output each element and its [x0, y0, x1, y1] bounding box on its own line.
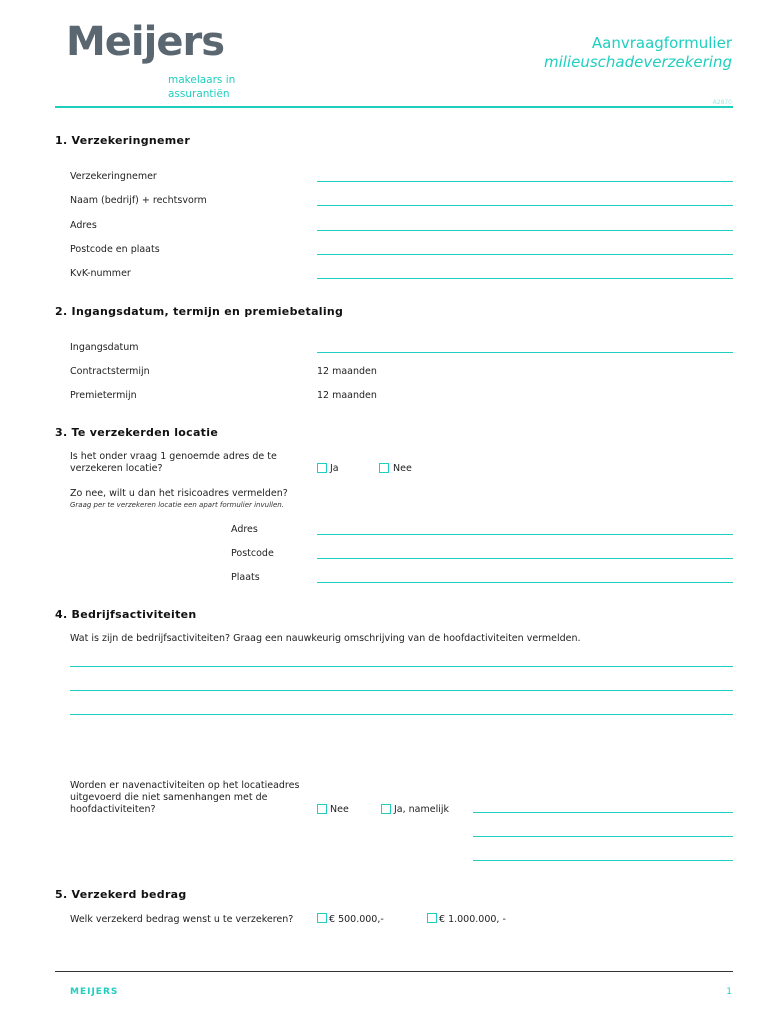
input-verzekeringnemer[interactable]	[317, 181, 733, 182]
field-label-postcode-plaats: Postcode en plaats	[70, 244, 160, 255]
hint-apart-formulier: Graag per te verzekeren locatie een apart formulier invullen.	[70, 501, 284, 509]
checkbox-neven-ja[interactable]	[381, 804, 391, 814]
input-activiteiten-line-1[interactable]	[70, 666, 733, 667]
question-locatie-line-1: Is het onder vraag 1 genoemde adres de te	[70, 451, 277, 462]
form-subtitle: milieuschadeverzekering	[543, 53, 732, 71]
checkbox-500000-label: € 500.000,-	[329, 914, 384, 925]
logo-tagline-line-2: assurantiën	[168, 88, 230, 100]
footer-brand: MEIJERS	[70, 987, 119, 997]
page-number: 1	[726, 987, 732, 997]
checkbox-ja[interactable]	[317, 463, 327, 473]
field-label-adres: Adres	[70, 220, 97, 231]
checkbox-neven-nee[interactable]	[317, 804, 327, 814]
checkbox-1000000-label: € 1.000.000, -	[439, 914, 506, 925]
field-label-risico-adres: Adres	[231, 524, 258, 535]
field-label-risico-postcode: Postcode	[231, 548, 274, 559]
input-activiteiten-line-2[interactable]	[70, 690, 733, 691]
section-4-title: 4. Bedrijfsactiviteiten	[55, 608, 197, 621]
field-label-risico-plaats: Plaats	[231, 572, 260, 583]
field-label-premietermijn: Premietermijn	[70, 390, 137, 401]
input-activiteiten-line-3[interactable]	[70, 714, 733, 715]
question-nevenactiviteiten-line-1: Worden er navenactiviteiten op het locatieadres	[70, 780, 300, 791]
logo-tagline-line-1: makelaars in	[168, 74, 236, 86]
checkbox-neven-ja-label: Ja, namelijk	[394, 804, 450, 815]
checkbox-500000[interactable]	[317, 913, 327, 923]
field-label-naam: Naam (bedrijf) + rechtsvorm	[70, 195, 207, 206]
section-5-title: 5. Verzekerd bedrag	[55, 888, 187, 901]
question-locatie-line-2: verzekeren locatie?	[70, 463, 163, 474]
field-label-verzekeringnemer: Verzekeringnemer	[70, 171, 157, 182]
checkbox-neven-nee-label: Nee	[330, 804, 349, 815]
checkbox-ja-label: Ja	[330, 463, 339, 474]
form-title: Aanvraagformulier	[591, 34, 732, 52]
logo-tagline	[168, 73, 235, 101]
input-neven-line-3[interactable]	[473, 860, 733, 861]
input-ingangsdatum[interactable]	[317, 352, 733, 353]
field-label-contractstermijn: Contractstermijn	[70, 366, 150, 377]
checkbox-nee[interactable]	[379, 463, 389, 473]
input-neven-line-1[interactable]	[473, 812, 733, 813]
input-risico-postcode[interactable]	[317, 558, 733, 559]
footer-divider	[55, 971, 733, 972]
input-neven-line-2[interactable]	[473, 836, 733, 837]
input-adres[interactable]	[317, 230, 733, 231]
value-contractstermijn: 12 maanden	[317, 366, 377, 377]
question-risicoadres: Zo nee, wilt u dan het risicoadres vermelden?	[70, 488, 288, 499]
question-verzekerd-bedrag: Welk verzekerd bedrag wenst u te verzekeren?	[70, 914, 294, 925]
field-label-ingangsdatum: Ingangsdatum	[70, 342, 139, 353]
input-risico-plaats[interactable]	[317, 582, 733, 583]
input-kvk[interactable]	[317, 278, 733, 279]
input-risico-adres[interactable]	[317, 534, 733, 535]
checkbox-1000000[interactable]	[427, 913, 437, 923]
question-nevenactiviteiten-line-3: hoofdactiviteiten?	[70, 804, 156, 815]
checkbox-nee-label: Nee	[393, 463, 412, 474]
section-2-title: 2. Ingangsdatum, termijn en premiebetaling	[55, 305, 344, 318]
value-premietermijn: 12 maanden	[317, 390, 377, 401]
input-postcode-plaats[interactable]	[317, 254, 733, 255]
header-divider	[55, 106, 733, 108]
field-label-kvk: KvK-nummer	[70, 268, 131, 279]
question-bedrijfsactiviteiten: Wat is zijn de bedrijfsactiviteiten? Graag een nauwkeurig omschrijving van de hoofdactiviteiten vermelden.	[70, 633, 581, 644]
logo: Meijers	[66, 19, 225, 65]
input-naam[interactable]	[317, 205, 733, 206]
section-1-title: 1. Verzekeringnemer	[55, 134, 191, 147]
question-nevenactiviteiten-line-2: uitgevoerd die niet samenhangen met de	[70, 792, 268, 803]
form-code: A2870	[712, 99, 732, 106]
section-3-title: 3. Te verzekerden locatie	[55, 426, 219, 439]
